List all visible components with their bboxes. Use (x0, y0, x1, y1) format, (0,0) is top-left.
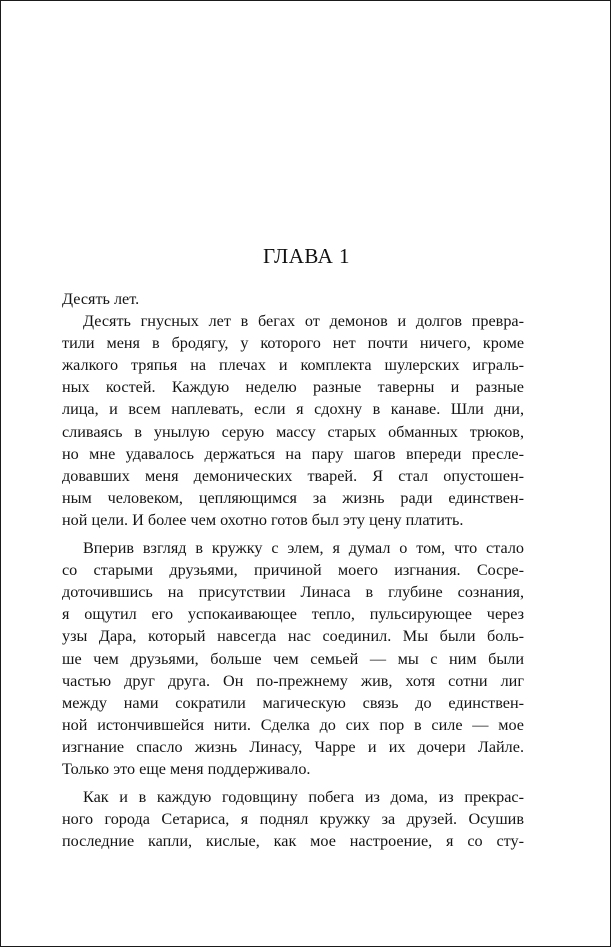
paragraph-line: лица, и всем наплевать, если я сдохну в канаве. Шли дни, (62, 400, 524, 419)
paragraph-line: Десять гнусных лет в бегах от демонов и долгов превра- (83, 312, 524, 331)
paragraph-line: тили меня в бродягу, у которого нет почти ничего, кроме (62, 334, 524, 353)
paragraph-line: но мне удавалось держаться на пару шагов впереди пресле- (62, 444, 524, 463)
paragraph-line: ным человеком, цепляющимся за жизнь ради единствен- (62, 488, 524, 507)
chapter-title: ГЛАВА 1 (262, 244, 351, 268)
paragraph-line: довавших меня демонических тварей. Я стал опустошен- (62, 466, 524, 485)
paragraph-line: ных костей. Каждую неделю разные таверны и разные (62, 378, 524, 397)
paragraph-line: Как и в каждую годовщину побега из дома, из прекрас- (83, 788, 524, 807)
paragraph-line: сливаясь в унылую серую массу старых обманных трюков, (62, 422, 524, 441)
paragraph-line: между нами сократили магическую связь до единствен- (62, 693, 524, 712)
paragraph-line: ше чем друзьями, больше чем семьей — мы с ним были (62, 649, 524, 668)
paragraph-line: ного города Сетариса, я поднял кружку за друзей. Осушив (62, 810, 524, 829)
paragraph-line: ной цели. И более чем охотно готов был эту цену платить. (62, 510, 464, 529)
paragraph-line: последние капли, кислые, как мое настроение, я со сту- (62, 832, 524, 851)
body-text (62, 288, 524, 852)
paragraph-line: узы Дара, который навсегда нас соединил. Мы были боль- (62, 627, 524, 646)
paragraph-line: я ощутил его успокаивающее тепло, пульсирующее через (62, 605, 524, 624)
paragraph-line: Вперив взгляд в кружку с элем, я думал о том, что стало (83, 539, 524, 558)
paragraph-line: изгнание спасло жизнь Линасу, Чарре и их дочери Лайле. (62, 737, 524, 756)
paragraph-line: доточившись на присутствии Линаса в глубине сознания, (62, 583, 524, 602)
paragraph-line: жалкого тряпья на плечах и комплекта шулерских играль- (62, 356, 524, 375)
paragraph-line: ной истончившейся нити. Сделка до сих пор в силе — мое (62, 715, 524, 734)
paragraph-line: Десять лет. (62, 290, 140, 308)
paragraph-line: со старыми друзьями, причиной моего изгнания. Сосре- (62, 561, 524, 580)
paragraph-line: Только это еще меня поддерживало. (62, 759, 311, 778)
paragraph-line: частью друг друга. Он по-прежнему жив, хотя сотни лиг (62, 671, 524, 690)
